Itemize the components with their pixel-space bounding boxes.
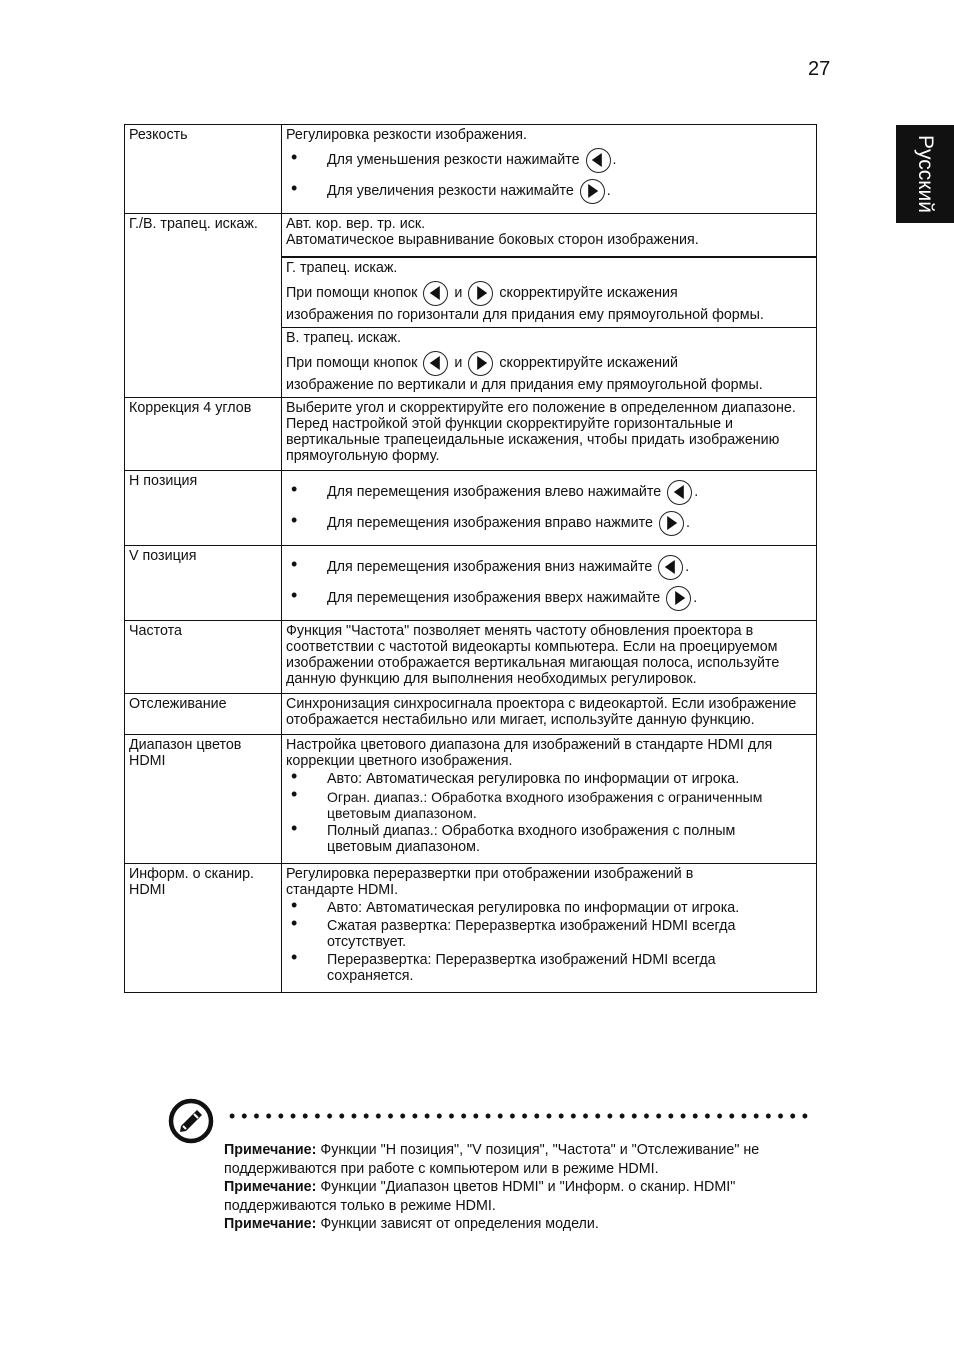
language-tab bbox=[896, 125, 954, 223]
list-item: • Для перемещения изображения влево нажимайте . bbox=[286, 479, 812, 506]
table-row-corner bbox=[125, 398, 817, 471]
sub-block-horizontal bbox=[282, 256, 816, 327]
note-pen-icon bbox=[167, 1097, 215, 1145]
row-label: Резкость bbox=[125, 125, 282, 214]
left-arrow-button-icon bbox=[586, 148, 611, 173]
table-row-frequency bbox=[125, 621, 817, 694]
note-item bbox=[224, 1141, 784, 1178]
right-arrow-button-icon bbox=[659, 511, 684, 536]
bullet-list bbox=[286, 554, 812, 612]
bullet-text: Для перемещения изображения вправо нажмите bbox=[327, 515, 653, 531]
list-item: • Огран. диапаз.: Обработка входного изображения с ограниченным цветовым диапазоном. bbox=[286, 789, 812, 821]
description-text: Синхронизация синхросигнала проектора с видеокартой. Если изображение отображается нестабильно или мигает, используйте данную функцию. bbox=[286, 696, 797, 728]
text-fragment: скорректируйте искажений bbox=[499, 355, 678, 371]
right-arrow-button-icon bbox=[468, 281, 493, 306]
note-item bbox=[224, 1178, 784, 1215]
row-description bbox=[282, 694, 817, 735]
list-item: • Для уменьшения резкости нажимайте . bbox=[286, 147, 812, 174]
note-label: Примечание: bbox=[224, 1179, 317, 1195]
row-label: Коррекция 4 углов bbox=[125, 398, 282, 471]
list-item: • Для перемещения изображения вверх нажимайте . bbox=[286, 585, 812, 612]
list-item: • Сжатая развертка: Переразвертка изображений HDMI всегда отсутствует. bbox=[286, 918, 812, 950]
row-label: Отслеживание bbox=[125, 694, 282, 735]
description-text bbox=[286, 280, 812, 307]
table-row-sharpness bbox=[125, 125, 817, 214]
row-label: Диапазон цветов HDMI bbox=[125, 735, 282, 864]
bullet-list bbox=[286, 900, 812, 984]
list-item: • Переразвертка: Переразвертка изображений HDMI всегда сохраняется. bbox=[286, 952, 812, 984]
text-fragment: скорректируйте искажения bbox=[499, 285, 678, 301]
left-arrow-button-icon bbox=[423, 351, 448, 376]
bullet-text: Для перемещения изображения вниз нажимайте bbox=[327, 559, 653, 575]
row-description bbox=[282, 471, 817, 546]
text-fragment: При помощи кнопок bbox=[286, 285, 418, 301]
note-separator bbox=[226, 1113, 812, 1119]
left-arrow-button-icon bbox=[423, 281, 448, 306]
bullet-list bbox=[286, 771, 812, 855]
text-fragment: При помощи кнопок bbox=[286, 355, 418, 371]
description-text: Функция "Частота" позволяет менять частоту обновления проектора в соответствии с частотой видеокарты компьютера. Если на проецируемом изображении отображается вертикальная мигающая полоса, используйте данную функцию для выполнения необходимых регулировок. bbox=[286, 623, 780, 687]
note-text: Функции "Диапазон цветов HDMI" и "Информ. о сканир. HDMI" поддерживаются только в режиме HDMI. bbox=[224, 1179, 736, 1214]
sub-block-title: Авт. кор. вер. тр. иск. bbox=[286, 216, 426, 232]
row-label: H позиция bbox=[125, 471, 282, 546]
bullet-text: Для увеличения резкости нажимайте bbox=[327, 183, 574, 199]
row-description bbox=[282, 546, 817, 621]
note-item bbox=[224, 1215, 784, 1234]
description-text: изображения по горизонтали для придания ему прямоугольной формы. bbox=[286, 307, 764, 323]
right-arrow-button-icon bbox=[666, 586, 691, 611]
row-description bbox=[282, 735, 817, 864]
table-row-hdmi-scan-info bbox=[125, 864, 817, 993]
settings-table bbox=[124, 124, 817, 993]
notes-block bbox=[224, 1141, 784, 1234]
table-row-tracking bbox=[125, 694, 817, 735]
description-text: Регулировка переразвертки при отображении изображений в стандарте HDMI. bbox=[286, 866, 694, 898]
sub-block-title: Г. трапец. искаж. bbox=[286, 260, 398, 276]
text-fragment: и bbox=[454, 285, 463, 301]
row-description bbox=[282, 621, 817, 694]
table-row-h-position bbox=[125, 471, 817, 546]
row-description bbox=[282, 214, 817, 398]
left-arrow-button-icon bbox=[667, 480, 692, 505]
sub-block-title: В. трапец. искаж. bbox=[286, 330, 401, 346]
list-item: • Полный диапаз.: Обработка входного изображения с полным цветовым диапазоном. bbox=[286, 823, 812, 855]
row-label: Частота bbox=[125, 621, 282, 694]
list-item: • Авто: Автоматическая регулировка по информации от игрока. bbox=[286, 771, 812, 787]
note-label: Примечание: bbox=[224, 1142, 317, 1158]
row-label: Г./В. трапец. искаж. bbox=[125, 214, 282, 398]
table-row-hdmi-color-range bbox=[125, 735, 817, 864]
sub-block-auto bbox=[282, 214, 816, 256]
right-arrow-button-icon bbox=[580, 179, 605, 204]
language-tab-label: Русский bbox=[914, 135, 937, 213]
description-text: Регулировка резкости изображения. bbox=[286, 127, 527, 143]
row-label: V позиция bbox=[125, 546, 282, 621]
table-row-v-position bbox=[125, 546, 817, 621]
left-arrow-button-icon bbox=[658, 555, 683, 580]
row-description bbox=[282, 864, 817, 993]
table-row-keystone bbox=[125, 214, 817, 398]
right-arrow-button-icon bbox=[468, 351, 493, 376]
bullet-text: Для перемещения изображения вверх нажимайте bbox=[327, 590, 661, 606]
bullet-text: Для уменьшения резкости нажимайте bbox=[327, 152, 580, 168]
list-item: • Для перемещения изображения вправо нажмите . bbox=[286, 510, 812, 537]
list-item: • Авто: Автоматическая регулировка по информации от игрока. bbox=[286, 900, 812, 916]
bullet-list bbox=[286, 147, 812, 205]
description-text: Настройка цветового диапазона для изображений в стандарте HDMI для коррекции цветного изображения. bbox=[286, 737, 773, 769]
row-label: Информ. о сканир. HDMI bbox=[125, 864, 282, 993]
bullet-text: Для перемещения изображения влево нажимайте bbox=[327, 484, 662, 500]
row-description bbox=[282, 125, 817, 214]
list-item: • Для перемещения изображения вниз нажимайте . bbox=[286, 554, 812, 581]
bullet-list bbox=[286, 479, 812, 537]
description-text bbox=[286, 350, 812, 377]
note-text: Функции зависят от определения модели. bbox=[316, 1216, 599, 1232]
row-description bbox=[282, 398, 817, 471]
sub-block-vertical bbox=[282, 327, 816, 397]
text-fragment: и bbox=[454, 355, 463, 371]
description-text: Автоматическое выравнивание боковых сторон изображения. bbox=[286, 232, 699, 248]
list-item: • Для увеличения резкости нажимайте . bbox=[286, 178, 812, 205]
note-label: Примечание: bbox=[224, 1216, 317, 1232]
page-number: 27 bbox=[808, 58, 831, 80]
description-text: изображение по вертикали и для придания ему прямоугольной формы. bbox=[286, 377, 763, 393]
description-text: Выберите угол и скорректируйте его положение в определенном диапазоне. Перед настройкой этой функции скорректируйте горизонтальные и вертикальные трапецеидальные искажения, чтобы придать изображению прямоугольную форму. bbox=[286, 400, 796, 464]
note-text: Функции "H позиция", "V позиция", "Частота" и "Отслеживание" не поддерживаются при работе с компьютером или в режиме HDMI. bbox=[224, 1142, 760, 1177]
